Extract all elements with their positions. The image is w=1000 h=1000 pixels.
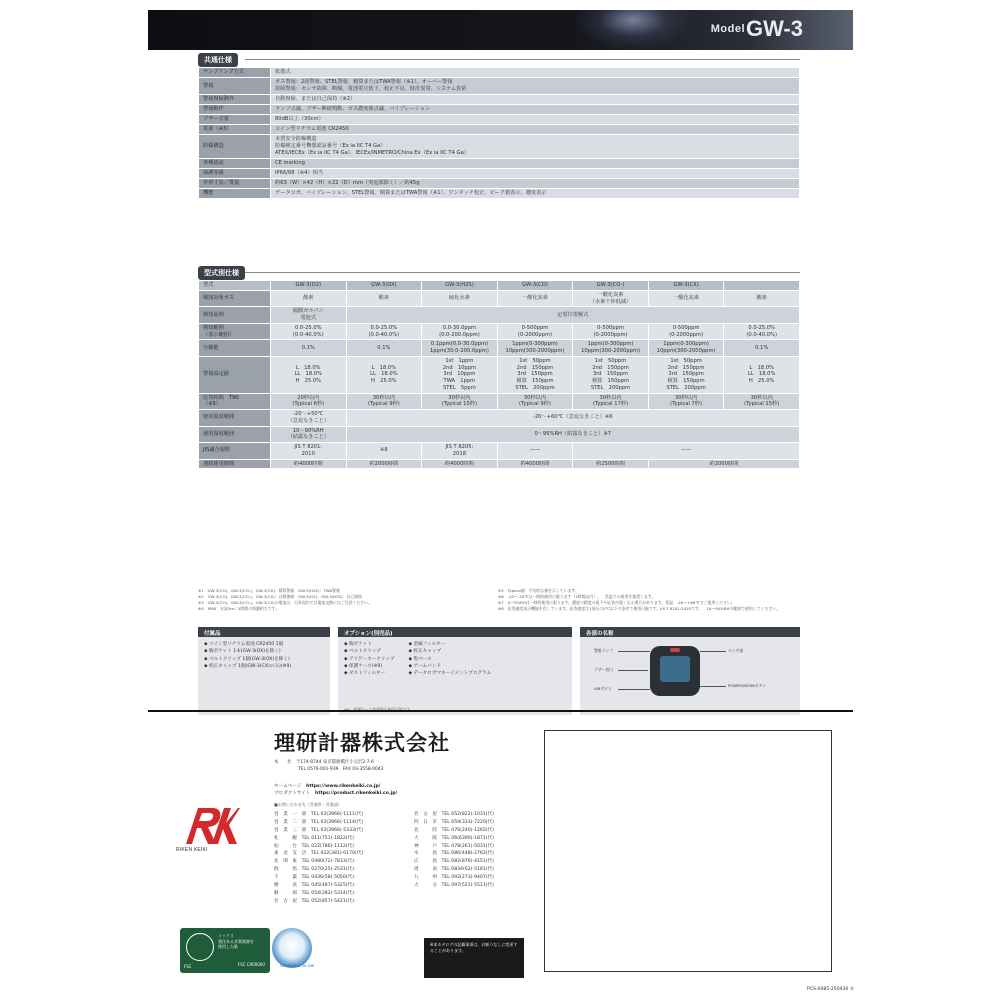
option-item: ◆ 集ベース — [408, 656, 491, 663]
branch-line: 名 古 屋 TEL 052(857)-5421(代) — [274, 898, 354, 904]
model-spec-cell: 1st 1ppm 2nd 10ppm 3rd 10ppm TWA 1ppm STEL 5ppm — [422, 356, 498, 393]
model-spec-row — [199, 307, 800, 324]
branch-line: 仙 台 TEL 022(786)-1112(代) — [274, 843, 354, 849]
homepage-label: ホームページ — [274, 784, 302, 789]
model-spec-cell: 1st 50ppm 2nd 150ppm 3rd 150ppm 積算 150ppm STEL 200ppm — [497, 356, 573, 393]
model-spec-cell: 1ppm(0-300ppm) 10ppm(300-2000ppm) — [648, 340, 724, 357]
spec-key: 電源（※3） — [199, 125, 271, 135]
model-spec-key: 応答時間 T90 （※5） — [199, 393, 271, 410]
model-spec-cell: GW-3(O2) — [271, 281, 347, 291]
model-spec-cell: 0.1% — [346, 340, 422, 357]
vegetable-oil-ink-mark-icon — [272, 928, 315, 968]
footnote: ※3 GW-3(CO)、GW-3(CO-)、GW-3(CX)の電池は、日本国内では電池交換にはご注意ください。 — [198, 599, 372, 605]
model-spec-cell: GW-3(H2S) — [422, 281, 498, 291]
model-spec-cell: 隔膜ガルバニ 電池式 — [271, 307, 347, 324]
model-spec-cell: 30秒以内 (Typical 9秒) — [346, 393, 422, 410]
spec-key: 警報復帰動作 — [199, 95, 271, 105]
model-spec-cell: JIS T 8205: 2018 — [422, 443, 498, 460]
accessories-box — [198, 627, 330, 715]
spec-row — [199, 159, 800, 169]
spec-row — [199, 115, 800, 125]
model-spec-row — [199, 393, 800, 410]
fsc-code: FSC — [184, 964, 192, 969]
disclaimer-note: ※本カタログの記載事項は、お断りなしに変更することがあります。 — [424, 938, 524, 978]
product-site-label: プロダクトサイト — [274, 791, 311, 797]
device-display — [660, 656, 690, 682]
accessory-item: ◆ ベルトクリップ 1個(GW-3(OX)を除く) — [204, 656, 324, 663]
model-name: GW-3 — [746, 16, 803, 41]
spec-value: コイン型リチウム電池 CR2450 — [271, 125, 800, 135]
model-spec-cell: 酸素 — [271, 290, 347, 307]
dealer-stamp-box — [544, 730, 832, 972]
footnote: ※8 応答速度表示機能を有しています。応答速度は1気圧の5℃以下の条件で使用可能です。JIS T 8201:2010です。 10〜90%RHの範囲で使用してください。 — [498, 605, 780, 611]
spec-value: 80dB以上（30cm） — [271, 115, 800, 125]
spec-row — [199, 169, 800, 179]
branch-line: 営 業 二 部 TEL 03(3966)-1114(代) — [274, 819, 364, 825]
model-spec-cell: 30秒以内 (Typical 17秒) — [573, 393, 649, 410]
spec-value: 本質安全防爆構造 防爆検定番号機器認証番号（Ex ia IIC T4 Ga） ATEX/IECEx（Ex ia IIC T4 Ga）、IECEx/INMETRO/China Ex（Ex ia IIC T4 Ga） — [271, 135, 800, 159]
footnote: ※4 IP68：水深2m／1時間の保護相当です。 — [198, 605, 279, 611]
model-spec-row — [199, 281, 800, 291]
model-spec-cell: 約2500時間 — [573, 459, 649, 469]
spec-key: サンプリング方式 — [199, 68, 271, 78]
spec-value: ランプ点滅、ブザー断続鳴動、ガス濃度値点滅、バイブレーション — [271, 105, 800, 115]
option-item: ◆ データロガマネージメントプログラム — [408, 670, 491, 677]
branch-line: 横 浜 TEL 045(487)-5325(代) — [274, 883, 354, 889]
model-spec-cell — [724, 281, 800, 291]
branch-line: 四 日 市 TEL 059(333)-7220(代) — [414, 819, 494, 825]
common-spec-table — [198, 67, 800, 199]
part-label-sensor: センサ部 — [728, 648, 744, 653]
footnotes-right — [498, 588, 800, 611]
model-spec-cell: 0.0-25.0% (0.0-40.0%) — [346, 323, 422, 340]
footer-divider — [148, 710, 853, 712]
model-spec-cell: 0.1ppm(0.0-30.0ppm) 1ppm(30.0-200.0ppm) — [422, 340, 498, 357]
model-spec-cell: 酸素 — [346, 290, 422, 307]
options-box — [338, 627, 572, 715]
company-name: 理研計器株式会社 — [274, 731, 450, 755]
leader-line — [700, 686, 726, 687]
model-spec-span-cell: 定電位電解式 — [346, 307, 799, 324]
options-title: オプション(別売品) — [338, 627, 572, 637]
branch-line: 静 岡 TEL 054(282)-5314(代) — [274, 890, 354, 896]
model-spec-cell: 0-500ppm (0-2000ppm) — [648, 323, 724, 340]
spec-key: 防爆構造 — [199, 135, 271, 159]
model-spec-cell: 0.0-25.0% (0.0-40.0%) — [271, 323, 347, 340]
soy-ink-text: VEGETABLE OIL INK — [280, 964, 315, 968]
model-spec-cell: 一酸化炭素 （水素干渉低減） — [573, 290, 649, 307]
gw3-device-illustration — [646, 644, 702, 698]
spec-row — [199, 78, 800, 95]
leader-line — [700, 651, 726, 652]
spec-key: ブザー音量 — [199, 115, 271, 125]
model-spec-cell: 1st 50ppm 2nd 150ppm 3rd 150ppm 積算 150ppm STEL 200ppm — [573, 356, 649, 393]
company-address — [274, 760, 383, 774]
model-spec-row — [199, 410, 800, 427]
model-spec-row — [199, 356, 800, 393]
spec-key: 機能 — [199, 189, 271, 199]
parts-title: 各部の名称 — [580, 627, 800, 637]
model-spec-cell: 0-500ppm (0-2000ppm) — [497, 323, 573, 340]
option-item: ◆ アームバンド — [408, 663, 491, 670]
model-spec-key: 検知原理 — [199, 307, 271, 324]
branch-line: 大 分 TEL 097(521)-5511(代) — [414, 883, 494, 889]
header-banner — [148, 10, 853, 50]
product-site-link[interactable]: https://product.rikenkeiki.co.jp/ — [315, 791, 398, 797]
option-item: ◆ 校正キャップ — [408, 648, 491, 655]
model-spec-cell: 酸素 — [724, 290, 800, 307]
spec-row — [199, 68, 800, 78]
model-spec-cell: JIS T 8201: 2010 — [271, 443, 347, 460]
footnote: ※1 GW-3(CO)、GW-3(CO-)、GW-3(CX)：積算警報 GW-3(H2S)：TWA警報 — [198, 588, 340, 593]
option-item: ◆ 金属フィルター — [408, 641, 491, 648]
model-spec-cell: 硫化水素 — [422, 290, 498, 307]
spec-row — [199, 135, 800, 159]
model-spec-key: 使用温度範囲 — [199, 410, 271, 427]
model-spec-row — [199, 340, 800, 357]
fsc-line-1: ミックス — [218, 933, 234, 938]
model-spec-row — [199, 290, 800, 307]
model-spec-cell: 0.0-30.0ppm (0.0-200.0ppm) — [422, 323, 498, 340]
branch-line: 大 阪 TEL 06(6390)-1871(代) — [414, 835, 494, 841]
model-spec-cell: L 18.0% LL 18.0% H 25.0% — [346, 356, 422, 393]
riken-keiki-logo-icon — [182, 800, 240, 850]
model-spec-row — [199, 426, 800, 443]
model-spec-row — [199, 459, 800, 469]
options-col-2 — [408, 641, 491, 678]
accessory-item: ◆ 胸ポケット 1本(GW-3(OX)を除く) — [204, 648, 324, 655]
header-glow — [573, 10, 693, 50]
branch-line: 営 業 一 部 TEL 03(3966)-1111(代) — [274, 812, 364, 817]
model-spec-cell: -20〜+50℃ （急変なきこと） — [271, 410, 347, 427]
homepage-link[interactable]: https://www.rikenkeiki.co.jp/ — [306, 784, 381, 789]
spec-value: 拡散式 — [271, 68, 800, 78]
branch-line: 北 陸 TEL 076(240)-1265(代) — [414, 827, 494, 833]
spec-value: ガス警報：2段警報、STEL警報、積算またはTWA警報（※1）、オーバー警報 故障警報：センサ故障、断線、電池電圧低下、校正不良、時計異常、システム異常 — [271, 78, 800, 95]
branch-title: ■お問い合わせ先（営業所・営業部） — [274, 802, 342, 807]
accessory-item: ◆ コイン型リチウム電池 CR2450 1個 — [204, 641, 324, 648]
company-web — [274, 783, 397, 797]
model-spec-cell: 30秒以内 (Typical 15秒) — [724, 393, 800, 410]
footnote: ※5 Typical値：平均的な値を示しています。 — [498, 588, 579, 593]
model-spec-cell: 1ppm(0-300ppm) 10ppm(300-2000ppm) — [573, 340, 649, 357]
model-spec-cell: 約2000時間 — [648, 459, 799, 469]
section-model-spec-tag: 型式別仕様 — [198, 266, 245, 280]
part-label-air-button: AIRボタン — [594, 686, 612, 691]
option-item: ◆ ダストフィルター — [344, 670, 394, 677]
fsc-badge: FSC C000000 — [238, 962, 265, 967]
spec-key: 外形寸法／質量 — [199, 179, 271, 189]
option-item: ◆ アリゲータークリップ — [344, 656, 394, 663]
model-spec-cell: 約2000時間 — [346, 459, 422, 469]
spec-key: 警報 — [199, 78, 271, 95]
branch-line: 広 島 TEL 082(876)-4151(代) — [414, 859, 494, 865]
branch-line: 千 葉 TEL 0436(58)-5050(代) — [274, 875, 354, 881]
spec-value: 約63（W）×42（H）×22（D）mm（突起部除く）／約45g — [271, 179, 800, 189]
model-spec-key: 使用湿度範囲 — [199, 426, 271, 443]
branch-line: 北 関 東 TEL 0480(72)-7833(代) — [274, 859, 354, 865]
leader-line — [618, 689, 650, 690]
branch-list-left — [274, 811, 363, 906]
document-code: PCS-0085-250430 ② — [806, 987, 854, 992]
footnote: ※6 -20〜-10℃は一時的使用に限ります（1時間以内）。 常温での使用を推奨します。 — [498, 593, 656, 599]
fsc-text — [218, 933, 254, 950]
spec-row — [199, 189, 800, 199]
options-col-1 — [344, 641, 394, 678]
model-spec-cell: 一酸化炭素 — [497, 290, 573, 307]
branch-line: 札 幌 TEL 011(751)-1822(代) — [274, 835, 354, 841]
branch-line: 東 北 支 店 TEL 022(381)-0170(代) — [274, 851, 364, 857]
model-spec-cell: ※8 — [346, 443, 422, 460]
address-line: 本 社 〒174-8744 東京都板橋区小豆沢2-7-6 — [274, 760, 374, 765]
section-common-spec-tag: 共通仕様 — [198, 53, 238, 67]
branch-line: 群 馬 TEL 0270(25)-2531(代) — [274, 867, 354, 873]
model-spec-row — [199, 443, 800, 460]
model-spec-cell: L 18.0% LL 18.0% H 25.0% — [271, 356, 347, 393]
model-spec-row — [199, 323, 800, 340]
model-spec-cell: GW-3(OX) — [346, 281, 422, 291]
spec-key: 各種認証 — [199, 159, 271, 169]
spec-value: IP66/68（※4）相当 — [271, 169, 800, 179]
model-spec-key: 警報設定値 — [199, 356, 271, 393]
model-spec-cell: —— — [497, 443, 573, 460]
section-divider — [245, 59, 800, 60]
option-item: ◆ ベルトクリップ — [344, 648, 394, 655]
branch-list-right — [414, 811, 494, 890]
model-spec-cell: 1st 50ppm 2nd 150ppm 3rd 150ppm 積算 150ppm STEL 200ppm — [648, 356, 724, 393]
model-spec-cell: 約4000時間 — [497, 459, 573, 469]
model-spec-cell: 一酸化炭素 — [648, 290, 724, 307]
fsc-line-3: 使用した紙 — [218, 944, 238, 950]
model-spec-cell: 10〜90%RH （結露なきこと） — [271, 426, 347, 443]
model-spec-key: 分解能 — [199, 340, 271, 357]
model-spec-key: 連続使用時間 — [199, 459, 271, 469]
accessories-title: 付属品 — [198, 627, 330, 637]
model-spec-cell: 1ppm(0-300ppm) 10ppm(300-2000ppm) — [497, 340, 573, 357]
model-spec-cell: 約4000時間 — [271, 459, 347, 469]
spec-value: 自動復帰、または自己保持（※2） — [271, 95, 800, 105]
spec-row — [199, 179, 800, 189]
spec-row — [199, 105, 800, 115]
model-spec-cell: GW-3(CO-) — [573, 281, 649, 291]
model-spec-cell: GW-3(CX) — [648, 281, 724, 291]
model-spec-cell: 30秒以内 (Typical 9秒) — [497, 393, 573, 410]
spec-row — [199, 125, 800, 135]
model-spec-cell: 0.1% — [724, 340, 800, 357]
model-spec-key: 検知対象ガス — [199, 290, 271, 307]
model-spec-cell: 30秒以内 (Typical 7秒) — [648, 393, 724, 410]
model-spec-cell: 0.1% — [271, 340, 347, 357]
model-spec-cell: L 18.0% LL 18.0% H 25.0% — [724, 356, 800, 393]
fsc-mark — [180, 928, 270, 973]
model-spec-cell: —— — [573, 443, 800, 460]
leader-line — [618, 651, 650, 652]
part-label-alarm-lamp: 警報ランプ — [594, 648, 613, 653]
branch-line: 九 州 TEL 092(273)-9407(代) — [414, 875, 494, 881]
footnote: ※7 0〜5%RHは一時的使用に限ります。濃度の精度の低下や応答が遅くなる場合があります。常温 -20〜+60℃でご使用ください。 — [498, 599, 735, 605]
branch-line: 営 業 三 部 TEL 03(3966)-5333(代) — [274, 827, 364, 833]
model-spec-span-cell: -20〜+60℃（急変なきこと）※6 — [346, 410, 799, 427]
spec-key: 保護等級 — [199, 169, 271, 179]
fsc-line-2: 責任ある木質資源を — [218, 938, 254, 944]
model-spec-table — [198, 280, 800, 469]
accessory-item: ◆ 校正キャップ 1個(GW-3(CX)のみ)(※9) — [204, 663, 324, 670]
model-spec-key: JIS適合規格 — [199, 443, 271, 460]
logo-wordmark: RIKEN KEIKI — [176, 847, 208, 853]
model-spec-cell: GW-3(CO) — [497, 281, 573, 291]
section-divider — [245, 272, 800, 273]
spec-key: 警報動作 — [199, 105, 271, 115]
model-label: Model — [710, 23, 745, 35]
branch-line: 神 戸 TEL 078(261)-5031(代) — [414, 843, 494, 849]
option-item: ◆ 保護ケース(※9) — [344, 663, 394, 670]
branch-line: 周 南 TEL 0834(62)-5181(代) — [414, 867, 494, 873]
model-spec-cell: 0-500ppm (0-2000ppm) — [573, 323, 649, 340]
leader-line — [618, 670, 648, 671]
part-label-buzzer: ブザー音口 — [594, 667, 613, 672]
spec-value: CE marking — [271, 159, 800, 169]
footnotes-left — [198, 588, 488, 611]
part-label-power-button: POWER/MODEボタン — [728, 683, 767, 688]
model-spec-cell: 20秒以内 (Typical 6秒) — [271, 393, 347, 410]
spec-value: データロガ、バイブレーション、STEL警報、積算またはTWA警報（※1）、ワンタッチ校正、ピーク値表示、濃度表示 — [271, 189, 800, 199]
options-list — [338, 637, 572, 682]
model-spec-key: 検知範囲 （表示範囲） — [199, 323, 271, 340]
footnote: ※2 GW-3(CO)、GW-3(CO-)、GW-3(CX)：自動復帰 GW-3(O2)、GW-3(H2S)：自己保持 — [198, 593, 363, 599]
model-spec-key: 型式 — [199, 281, 271, 291]
accessories-list — [198, 637, 330, 674]
spec-row — [199, 95, 800, 105]
fsc-tree-icon — [186, 933, 214, 961]
option-item: ◆ 胸ポケット — [344, 641, 394, 648]
model-spec-cell: 0.0-25.0% (0.0-40.0%) — [724, 323, 800, 340]
branch-line: 水 島 TEL 086(448)-2762(代) — [414, 851, 494, 857]
model-spec-cell: 約4000時間 — [422, 459, 498, 469]
model-spec-cell: 30秒以内 (Typical 15秒) — [422, 393, 498, 410]
model-spec-span-cell: 0〜95%RH（結露なきこと）※7 — [346, 426, 799, 443]
branch-line: 名 古 屋 TEL 052(822)-1031(代) — [414, 812, 494, 817]
device-alarm-lamp — [670, 648, 680, 652]
phone-line: TEL 0570-001-939 FAX 03-3558-0043 — [298, 766, 384, 772]
